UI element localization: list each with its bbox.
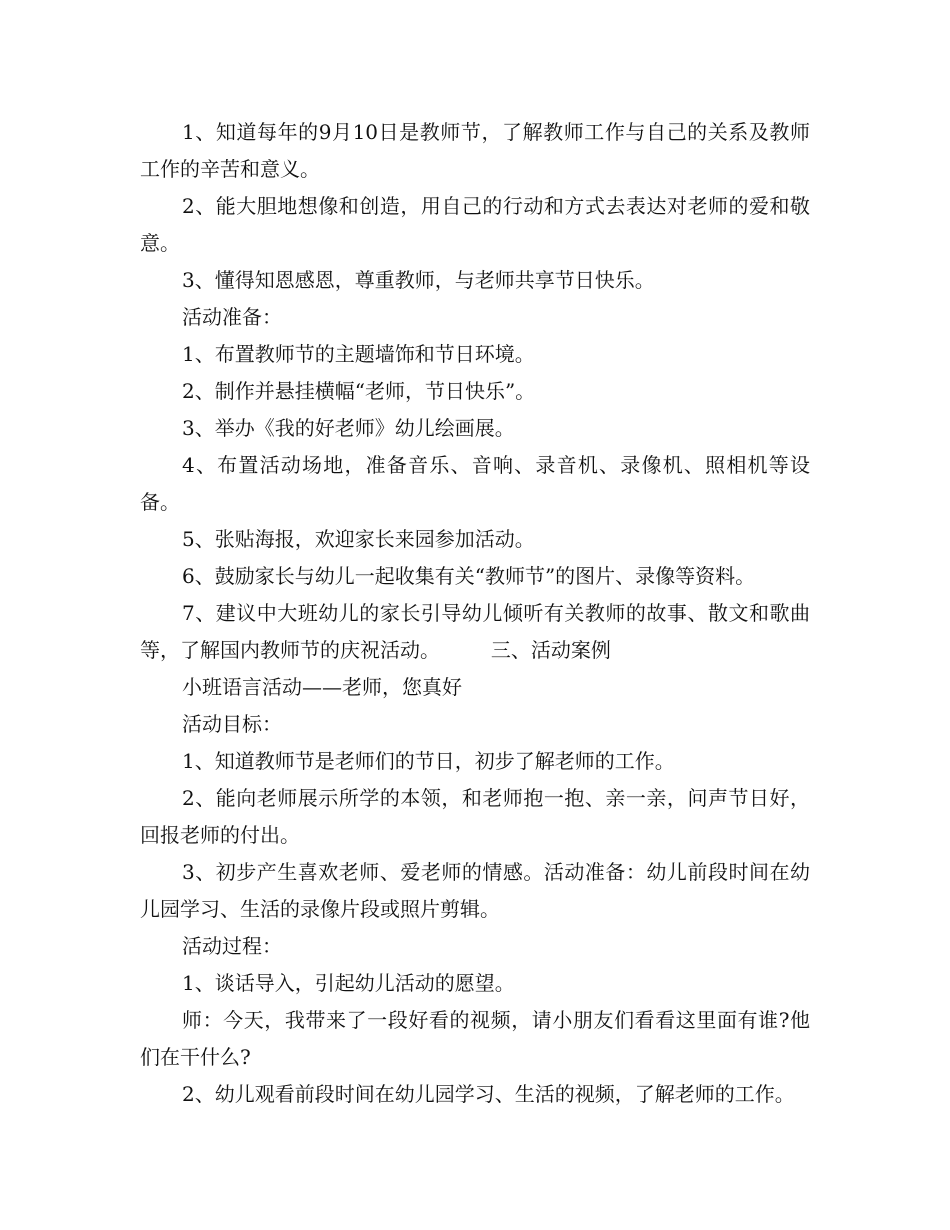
paragraph-goal-1: 1、知道每年的9月10日是教师节，了解教师工作与自己的关系及教师工作的辛苦和意义。 [140,120,810,181]
paragraph-process-1: 1、谈话导入，引起幼儿活动的愿望。 [182,971,515,995]
paragraph-prep-2: 2、制作并悬挂横幅“老师，节日快乐”。 [182,379,536,403]
heading-activity-process: 活动过程： [182,934,282,958]
paragraph-goal-2: 2、能大胆地想像和创造，用自己的行动和方式去表达对老师的爱和敬意。 [140,194,810,255]
heading-case-title: 小班语言活动——老师，您真好 [182,675,462,699]
paragraph-prep-6: 6、鼓励家长与幼儿一起收集有关“教师节”的图片、录像等资料。 [182,564,756,588]
paragraph-process-2: 2、幼儿观看前段时间在幼儿园学习、生活的视频，了解老师的工作。 [182,1082,795,1106]
paragraph-prep-3: 3、举办《我的好老师》幼儿绘画展。 [182,416,515,440]
heading-activity-preparation: 活动准备： [182,305,282,329]
paragraph-teacher-speech: 师：今天，我带来了一段好看的视频，请小朋友们看看这里面有谁?他们在干什么? [140,1008,810,1069]
paragraph-case-goal-1: 1、知道教师节是老师们的节日，初步了解老师的工作。 [182,749,675,773]
paragraph-prep-4: 4、布置活动场地，准备音乐、音响、录音机、录像机、照相机等设备。 [140,453,810,514]
heading-activity-goals: 活动目标： [182,712,282,736]
paragraph-prep-1: 1、布置教师节的主题墙饰和节日环境。 [182,342,535,366]
document-body [140,114,810,1113]
paragraph-prep-7: 7、建议中大班幼儿的家长引导幼儿倾听有关教师的故事、散文和歌曲等，了解国内教师节的庆祝活动。 三、活动案例 [140,601,810,662]
paragraph-goal-3: 3、懂得知恩感恩，尊重教师，与老师共享节日快乐。 [182,268,655,292]
paragraph-prep-5: 5、张贴海报，欢迎家长来园参加活动。 [182,527,535,551]
paragraph-case-goal-2: 2、能向老师展示所学的本领，和老师抱一抱、亲一亲，问声节日好，回报老师的付出。 [140,786,810,847]
paragraph-case-goal-3: 3、初步产生喜欢老师、爱老师的情感。活动准备：幼儿前段时间在幼儿园学习、生活的录像片段或照片剪辑。 [140,860,810,921]
